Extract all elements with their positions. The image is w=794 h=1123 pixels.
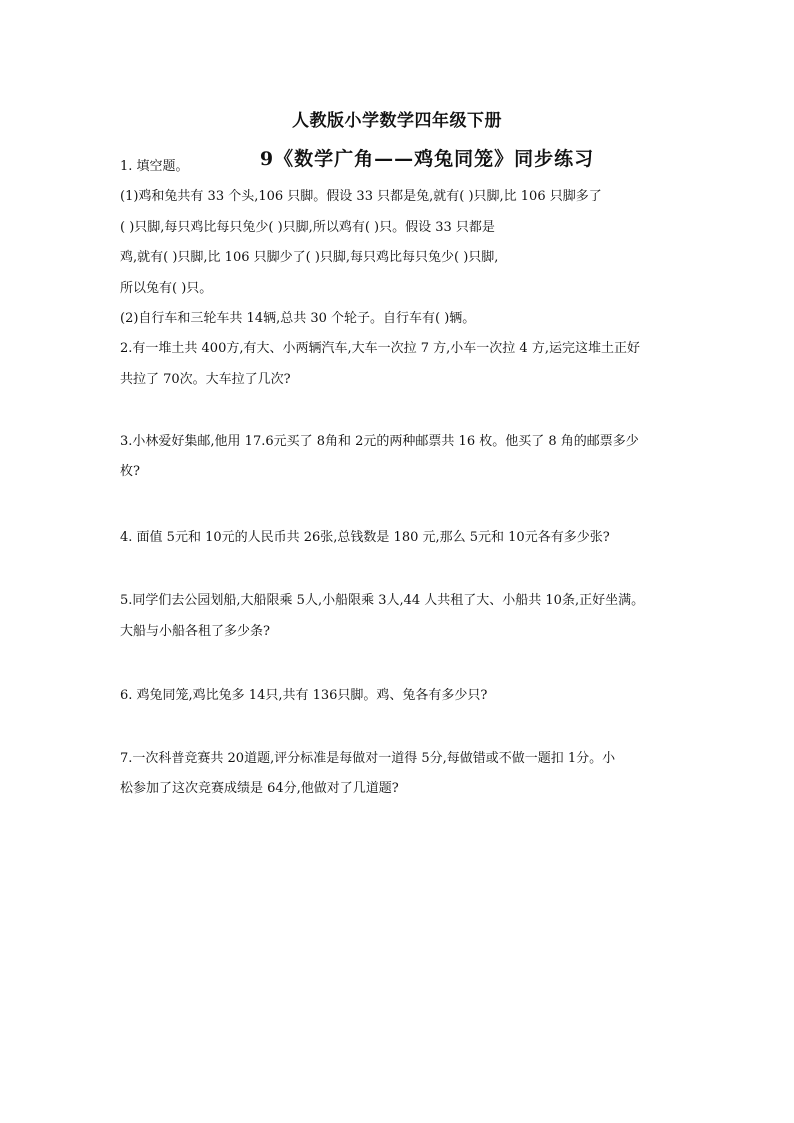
worksheet-series-title: 人教版小学数学四年级下册: [292, 111, 502, 131]
question-1-heading: 1. 填空题。: [120, 159, 189, 174]
question-4: 4. 面值 5元和 10元的人民币共 26张,总钱数是 180 元,那么 5元和 10元各有多少张?: [120, 530, 610, 545]
question-1-1-line-2: ( )只脚,每只鸡比每只兔少( )只脚,所以鸡有( )只。假设 33 只都是: [120, 220, 495, 235]
question-3-line-1: 3.小林爱好集邮,他用 17.6元买了 8角和 2元的两种邮票共 16 枚。他买了 8 角的邮票多少: [120, 434, 639, 449]
question-2-line-1: 2.有一堆土共 400方,有大、小两辆汽车,大车一次拉 7 方,小车一次拉 4 方,运完这堆土正好: [120, 341, 640, 356]
question-7-line-2: 松参加了这次竞赛成绩是 64分,他做对了几道题?: [120, 781, 399, 796]
question-5-line-1: 5.同学们去公园划船,大船限乘 5人,小船限乘 3人,44 人共租了大、小船共 10条,正好坐满。: [120, 593, 645, 608]
question-1-1-line-4: 所以兔有( )只。: [120, 281, 213, 296]
worksheet-title: 9《数学广角——鸡兔同笼》同步练习: [259, 148, 595, 170]
question-7-line-1: 7.一次科普竞赛共 20道题,评分标准是每做对一道得 5分,每做错或不做一题扣 1分。小: [120, 751, 616, 766]
question-2-line-2: 共拉了 70次。大车拉了几次?: [120, 372, 291, 387]
question-1-2: (2)自行车和三轮车共 14辆,总共 30 个轮子。自行车有( )辆。: [120, 311, 476, 326]
question-6: 6. 鸡兔同笼,鸡比兔多 14只,共有 136只脚。鸡、兔各有多少只?: [120, 688, 488, 703]
question-1-1-line-3: 鸡,就有( )只脚,比 106 只脚少了( )只脚,每只鸡比每只兔少( )只脚,: [120, 250, 499, 265]
question-5-line-2: 大船与小船各租了多少条?: [120, 624, 270, 639]
question-3-line-2: 枚?: [120, 464, 140, 479]
question-1-1-line-1: (1)鸡和兔共有 33 个头,106 只脚。假设 33 只都是兔,就有( )只脚,比 106 只脚多了: [120, 189, 602, 204]
